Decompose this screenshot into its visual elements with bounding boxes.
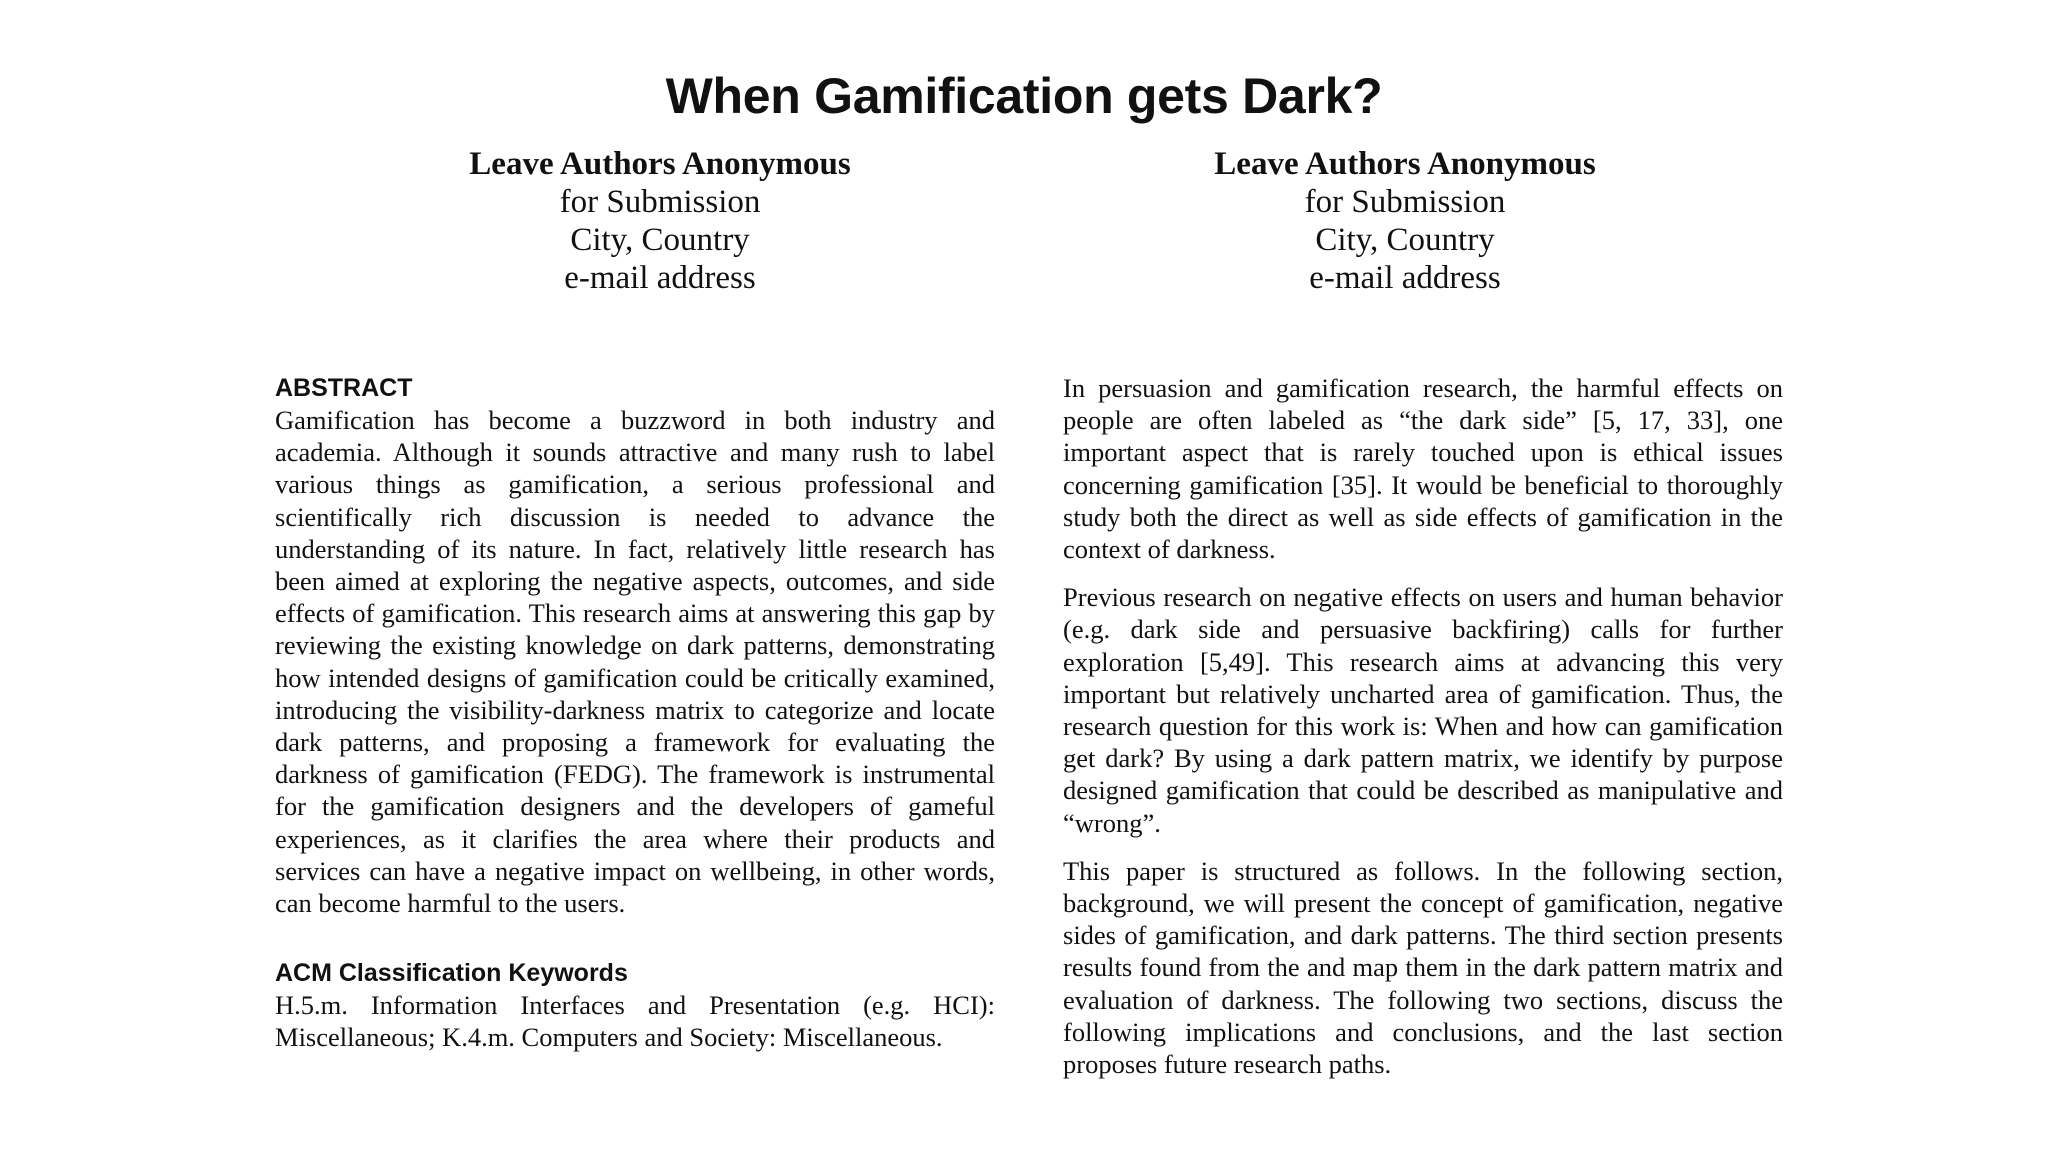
author-location: City, Country (1315, 222, 1495, 258)
author-email: e-mail address (1309, 260, 1501, 296)
author-block-1 (380, 145, 940, 297)
keywords-text: H.5.m. Information Interfaces and Presentation (e.g. HCI): Miscellaneous; K.4.m. Computers and Society: Miscellaneous. (275, 990, 995, 1053)
intro-paragraph-1: In persuasion and gamification research, the harmful effects on people are often labeled as “the dark side” [5, 17, 33], one important aspect that is rarely touched upon is ethical issues concerning gamification [35]. It would be beneficial to thoroughly study both the direct as well as side effects of gamification in the context of darkness. (1063, 373, 1783, 565)
author-name: Leave Authors Anonymous (1214, 146, 1596, 182)
left-column (275, 372, 995, 1054)
intro-paragraph-2: Previous research on negative effects on users and human behavior (e.g. dark side and persuasive backfiring) calls for further exploration [5,49]. This research aims at advancing this very important but relatively uncharted area of gamification. Thus, the research question for this work is: When and how can gamification get dark? By using a dark pattern matrix, we identify by purpose designed gamification that could be described as manipulative and “wrong”. (1063, 582, 1783, 838)
abstract-heading: ABSTRACT (275, 374, 413, 402)
author-name: Leave Authors Anonymous (469, 146, 851, 182)
abstract-text: Gamification has become a buzzword in both industry and academia. Although it sounds attractive and many rush to label various things as gamification, a serious professional and scientifically rich discussion is needed to advance the understanding of its nature. In fact, relatively little research has been aimed at exploring the negative aspects, outcomes, and side effects of gamification. This research aims at answering this gap by reviewing the existing knowledge on dark patterns, demonstrating how intended designs of gamification could be critically examined, introducing the visibility-darkness matrix to categorize and locate dark patterns, and proposing a framework for evaluating the darkness of gamification (FEDG). The framework is instrumental for the gamification designers and the developers of gameful experiences, as it clarifies the area where their products and services can have a negative impact on wellbeing, in other words, can become harmful to the users. (275, 405, 995, 919)
keywords-heading: ACM Classification Keywords (275, 959, 628, 988)
right-column (1063, 372, 1783, 1080)
author-block-2 (1125, 145, 1685, 297)
author-email: e-mail address (564, 260, 756, 296)
intro-paragraph-3: This paper is structured as follows. In the following section, background, we will present the concept of gamification, negative sides of gamification, and dark patterns. The third section presents results found from the and map them in the dark pattern matrix and evaluation of darkness. The following two sections, discuss the following implications and conclusions, and the last section proposes future research paths. (1063, 855, 1783, 1080)
author-affiliation: for Submission (559, 184, 761, 220)
author-location: City, Country (570, 222, 750, 258)
author-affiliation: for Submission (1304, 184, 1506, 220)
paper-title: When Gamification gets Dark? (665, 68, 1383, 124)
